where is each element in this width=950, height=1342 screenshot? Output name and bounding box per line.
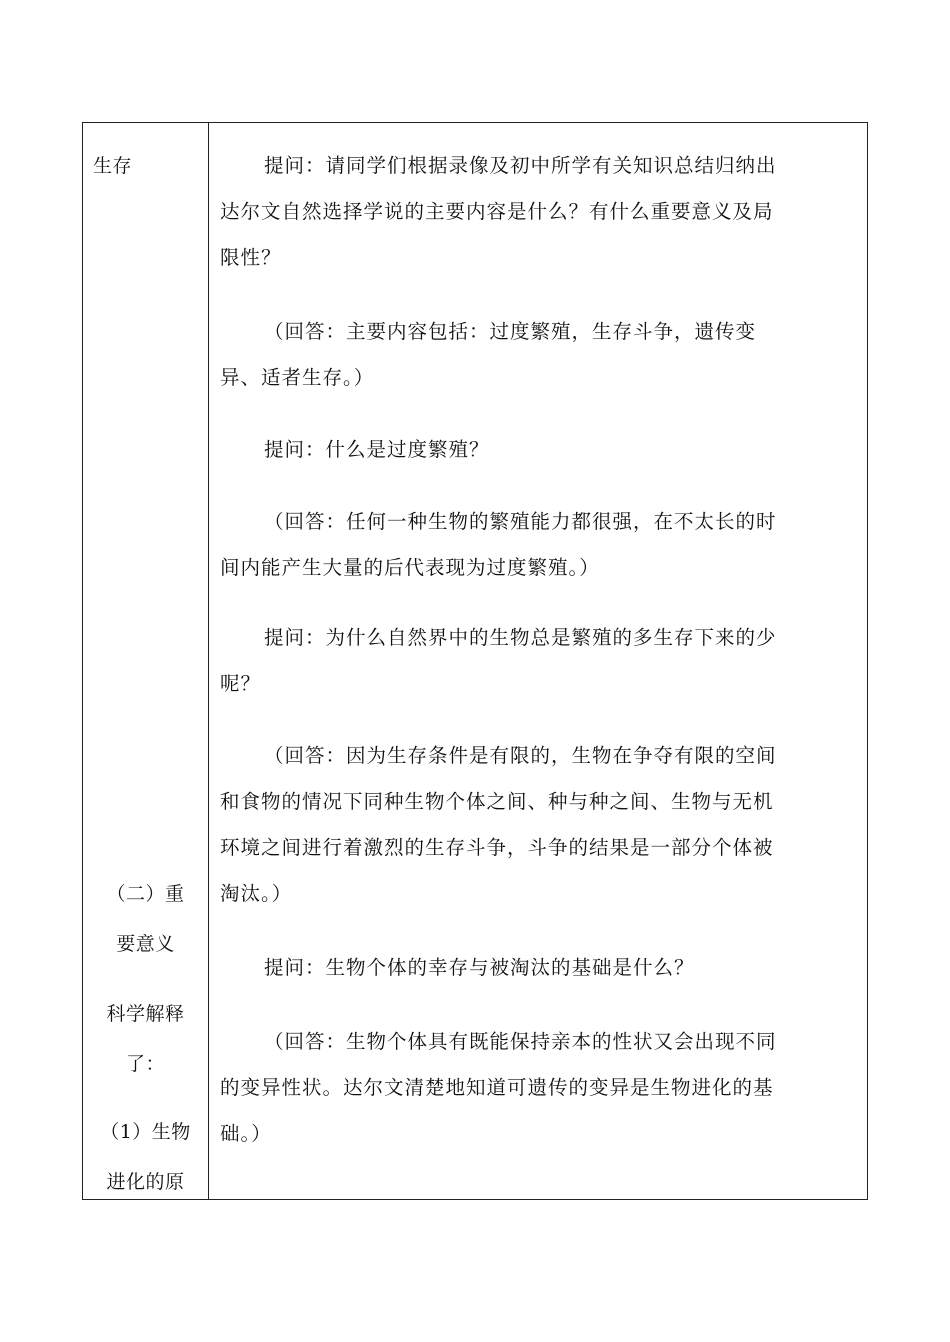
left-section-line: 科学解释 — [106, 1003, 185, 1025]
answer-paragraph — [220, 1019, 857, 1157]
text-line: （回答：生物个体具有既能保持亲本的性状又会出现不同 — [264, 1030, 777, 1053]
text-line: 限性？ — [220, 246, 282, 269]
column-divider — [208, 123, 209, 1199]
answer-paragraph — [220, 499, 857, 591]
left-section-line: （1）生物 — [100, 1121, 191, 1143]
left-section-line: 进化的原 — [106, 1171, 185, 1193]
answer-paragraph — [220, 733, 857, 917]
left-top-label: 生存 — [93, 155, 133, 177]
question-paragraph — [220, 427, 857, 473]
text-line: 提问：为什么自然界中的生物总是繁殖的多生存下来的少 — [264, 626, 777, 649]
left-section-line: 了： — [125, 1053, 165, 1075]
left-section-line: 要意义 — [116, 933, 175, 955]
right-column — [210, 123, 867, 1199]
text-line: （回答：主要内容包括：过度繁殖，生存斗争，遗传变 — [264, 320, 757, 343]
text-line: 础。） — [220, 1122, 272, 1145]
text-line: 和食物的情况下同种生物个体之间、种与种之间、生物与无机 — [220, 790, 774, 813]
text-line: （回答：任何一种生物的繁殖能力都很强，在不太长的时 — [264, 510, 777, 533]
text-line: 提问：生物个体的幸存与被淘汰的基础是什么？ — [264, 956, 695, 979]
text-line: 呢？ — [220, 672, 262, 695]
text-line: 提问：请同学们根据录像及初中所学有关知识总结归纳出 — [264, 154, 777, 177]
question-paragraph — [220, 615, 857, 707]
answer-paragraph — [220, 309, 857, 401]
lesson-table — [82, 122, 868, 1200]
question-paragraph — [220, 143, 857, 281]
text-line: 淘汰。） — [220, 882, 293, 905]
left-column — [83, 123, 208, 1199]
text-line: 间内能产生大量的后代表现为过度繁殖。） — [220, 556, 600, 579]
text-line: 达尔文自然选择学说的主要内容是什么？有什么重要意义及局 — [220, 200, 774, 223]
left-section-line: （二）重 — [106, 883, 185, 905]
question-paragraph — [220, 945, 857, 991]
text-line: （回答：因为生存条件是有限的，生物在争夺有限的空间 — [264, 744, 777, 767]
text-line: 提问：什么是过度繁殖？ — [264, 438, 490, 461]
text-line: 的变异性状。达尔文清楚地知道可遗传的变异是生物进化的基 — [220, 1076, 774, 1099]
text-line: 异、适者生存。） — [220, 366, 375, 389]
text-line: 环境之间进行着激烈的生存斗争，斗争的结果是一部分个体被 — [220, 836, 774, 859]
